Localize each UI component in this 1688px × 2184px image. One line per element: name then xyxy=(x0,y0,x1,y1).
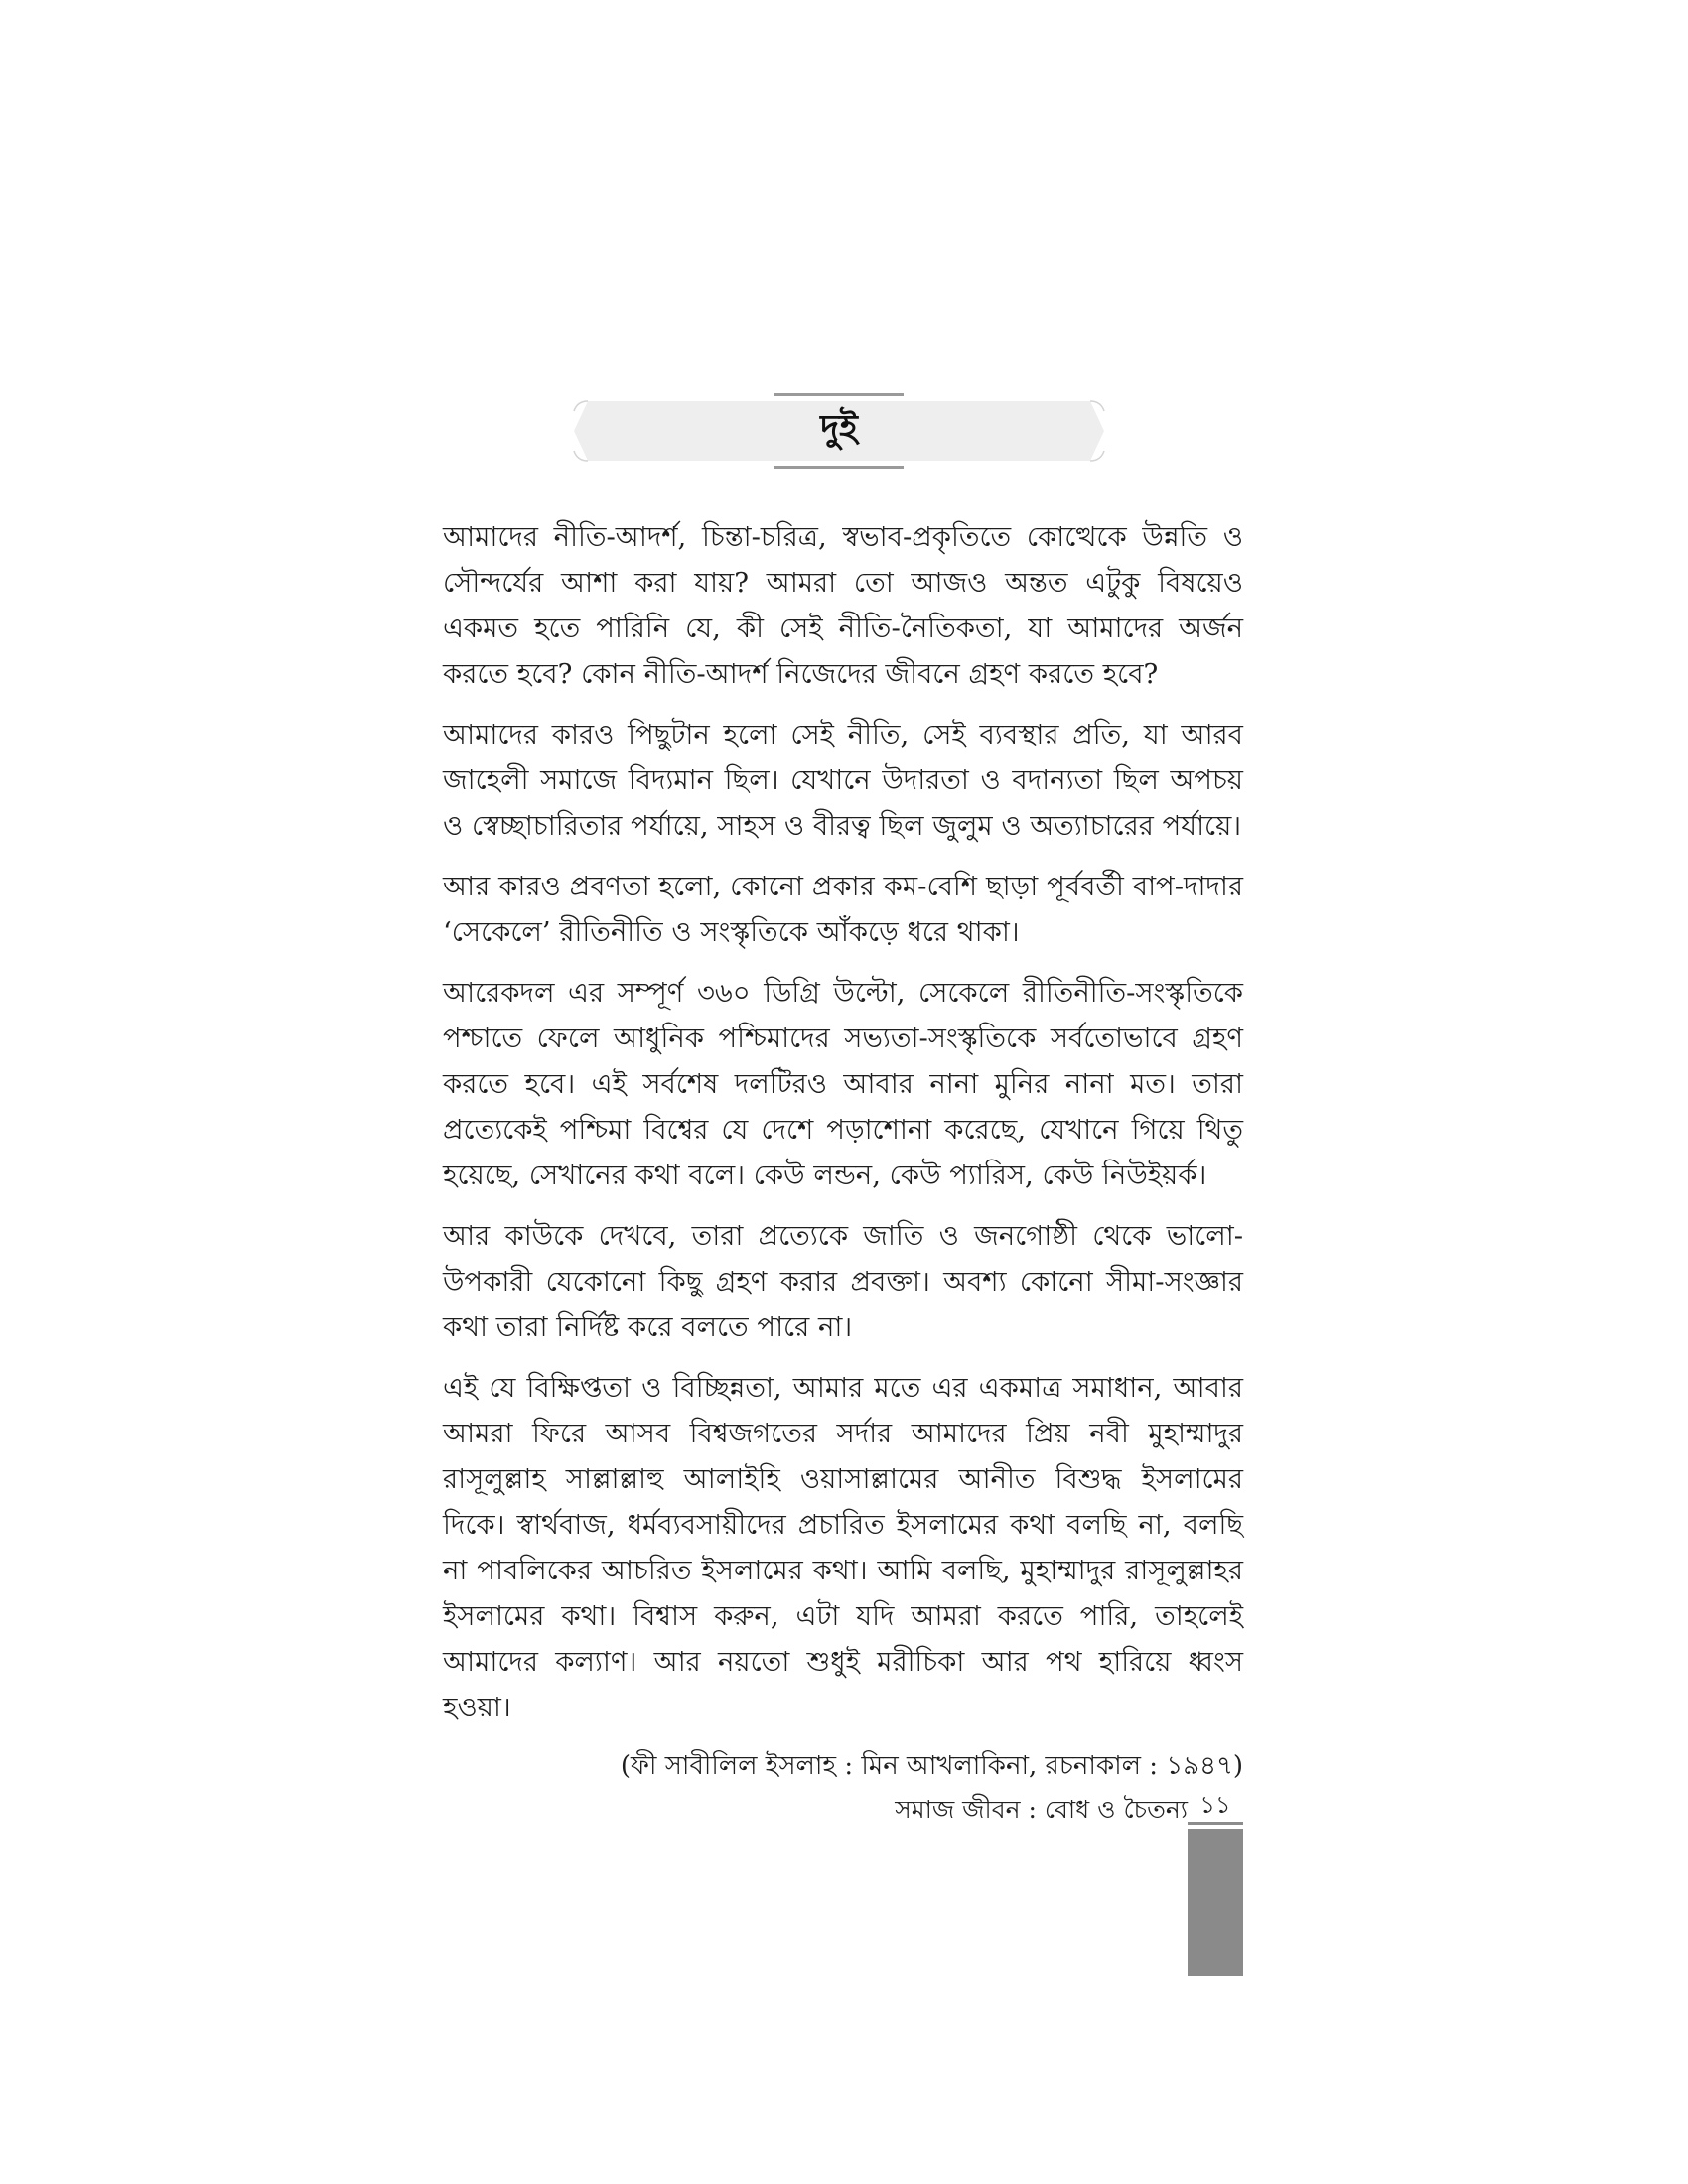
running-title: সমাজ জীবন : বোধ ও চৈতন্য xyxy=(895,1795,1188,1824)
paragraph-5: আর কাউকে দেখবে, তারা প্রত্যেকে জাতি ও জনগোষ্ঠী থেকে ভালো-উপকারী যেকোনো কিছু গ্রহণ করার প্রবক্তা। অবশ্য কোনো সীমা-সংজ্ঞার কথা তারা নির্দিষ্ট করে বলতে পারে না। xyxy=(443,1220,1243,1343)
chapter-title: দুই xyxy=(820,408,858,449)
thumb-tab xyxy=(1188,1829,1243,1976)
paragraph-6: এই যে বিক্ষিপ্ততা ও বিচ্ছিন্নতা, আমার মতে এর একমাত্র সমাধান, আবার আমরা ফিরে আসব বিশ্বজগতের সর্দার আমাদের প্রিয় নবী মুহাম্মাদুর রাসূলুল্লাহ সাল্লাল্লাহু আলাইহি ওয়াসাল্লামের আনীত বিশুদ্ধ ইসলামের দিকে। স্বার্থবাজ, ধর্মব্যবসায়ীদের প্রচারিত ইসলামের কথা বলছি না, বলছি না পাবলিকের আচরিত ইসলামের কথা। আমি বলছি, মুহাম্মাদুর রাসূলুল্লাহর ইসলামের কথা। বিশ্বাস করুন, এটা যদি আমরা করতে পারি, তাহলেই আমাদের কল্যাণ। আর নয়তো শুধুই মরীচিকা আর পথ হারিয়ে ধ্বংস হওয়া। xyxy=(443,1372,1243,1723)
source-citation: (ফী সাবীলিল ইসলাহ : মিন আখলাকিনা, রচনাকাল : ১৯৪৭) xyxy=(620,1751,1243,1781)
paragraph-4: আরেকদল এর সম্পূর্ণ ৩৬০ ডিগ্রি উল্টো, সেকেলে রীতিনীতি-সংস্কৃতিকে পশ্চাতে ফেলে আধুনিক পশ্চিমাদের সভ্যতা-সংস্কৃতিকে সর্বতোভাবে গ্রহণ করতে হবে। এই সর্বশেষ দলটিরও আবার নানা মুনির নানা মত। তারা প্রত্যেকেই পশ্চিমা বিশ্বের যে দেশে পড়াশোনা করেছে, যেখানে গিয়ে থিতু হয়েছে, সেখানের কথা বলে। কেউ লন্ডন, কেউ প্যারিস, কেউ নিউইয়র্ক। xyxy=(443,977,1243,1191)
paragraph-3: আর কারও প্রবণতা হলো, কোনো প্রকার কম-বেশি ছাড়া পূর্ববর্তী বাপ-দাদার ‘সেকেলে’ রীতিনীতি ও সংস্কৃতিকে আঁকড়ে ধরে থাকা। xyxy=(443,871,1243,948)
paragraph-1: আমাদের নীতি-আদর্শ, চিন্তা-চরিত্র, স্বভাব-প্রকৃতিতে কোত্থেকে উন্নতি ও সৌন্দর্যের আশা করা যায়? আমরা তো আজও অন্তত এটুকু বিষয়েও একমত হতে পারিনি যে, কী সেই নীতি-নৈতিকতা, যা আমাদের অর্জন করতে হবে? কোন নীতি-আদর্শ নিজেদের জীবনে গ্রহণ করতে হবে? xyxy=(443,521,1243,690)
chapter-heading-banner xyxy=(566,393,1112,469)
page-number: ১১ xyxy=(1199,1791,1231,1819)
paragraph-2: আমাদের কারও পিছুটান হলো সেই নীতি, সেই ব্যবস্থার প্রতি, যা আরব জাহেলী সমাজে বিদ্যমান ছিল। যেখানে উদারতা ও বদান্যতা ছিল অপচয় ও স্বেচ্ছাচারিতার পর্যায়ে, সাহস ও বীরত্ব ছিল জুলুম ও অত্যাচারের পর্যায়ে। xyxy=(443,719,1243,842)
chapter-body xyxy=(443,514,1243,1787)
page-number-rule xyxy=(1188,1822,1243,1825)
